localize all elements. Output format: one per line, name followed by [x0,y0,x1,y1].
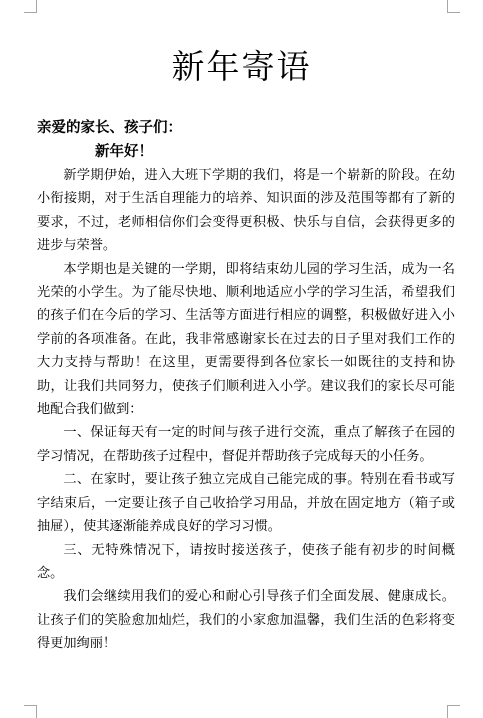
page-title: 新年寄语 [171,47,312,86]
body-text [37,164,455,656]
paragraph-closing: 我们会继续用我们的爱心和耐心引导孩子们全面发展、健康成长。让孩子们的笑脸愈加灿烂，我们的小家愈加温馨，我们生活的色彩将变得更加绚丽！ [37,589,455,652]
crop-mark-top-left [24,0,37,13]
paragraph-intro: 新学期伊始，进入大班下学期的我们，将是一个崭新的阶段。在幼小衔接期，对于生活自理能力的培养、知识面的涉及范围等都有了新的要求，不过，老师相信你们会变得更积极、快乐与自信，会获得更多的进步与荣誉。 [37,168,455,254]
crop-mark-bottom-left [24,705,37,718]
greeting: 新年好！ [95,144,153,160]
paragraph-suggestion-1: 一、保证每天有一定的时间与孩子进行交流，重点了解孩子在园的学习情况，在帮助孩子过程中，督促并帮助孩子完成每天的小任务。 [37,425,455,464]
crop-mark-top-right [447,0,460,13]
crop-mark-bottom-right [447,705,460,718]
paragraph-semester: 本学期也是关键的一学期，即将结束幼儿园的学习生活，成为一名光荣的小学生。为了能尽快地、顺利地适应小学的学习生活，希望我们的孩子们在今后的学习、生活等方面进行相应的调整，积极做好进入小学前的各项准备。在此，我非常感谢家长在过去的日子里对我们工作的大力支持与帮助！在这里，更需要得到各位家长一如既往的支持和协助，让我们共同努力，使孩子们顺利进入小学。建议我们的家长尽可能地配合我们做到： [37,261,455,418]
paragraph-suggestion-2: 二、在家时，要让孩子独立完成自己能完成的事。特别在看书或写字结束后，一定要让孩子自己收拾学习用品，并放在固定地方（箱子或抽屉），使其逐渐能养成良好的学习习惯。 [37,472,455,535]
salutation: 亲爱的家长、孩子们： [37,120,182,136]
paragraph-suggestion-3: 三、无特殊情况下，请按时接送孩子，使孩子能有初步的时间概念。 [37,542,455,581]
